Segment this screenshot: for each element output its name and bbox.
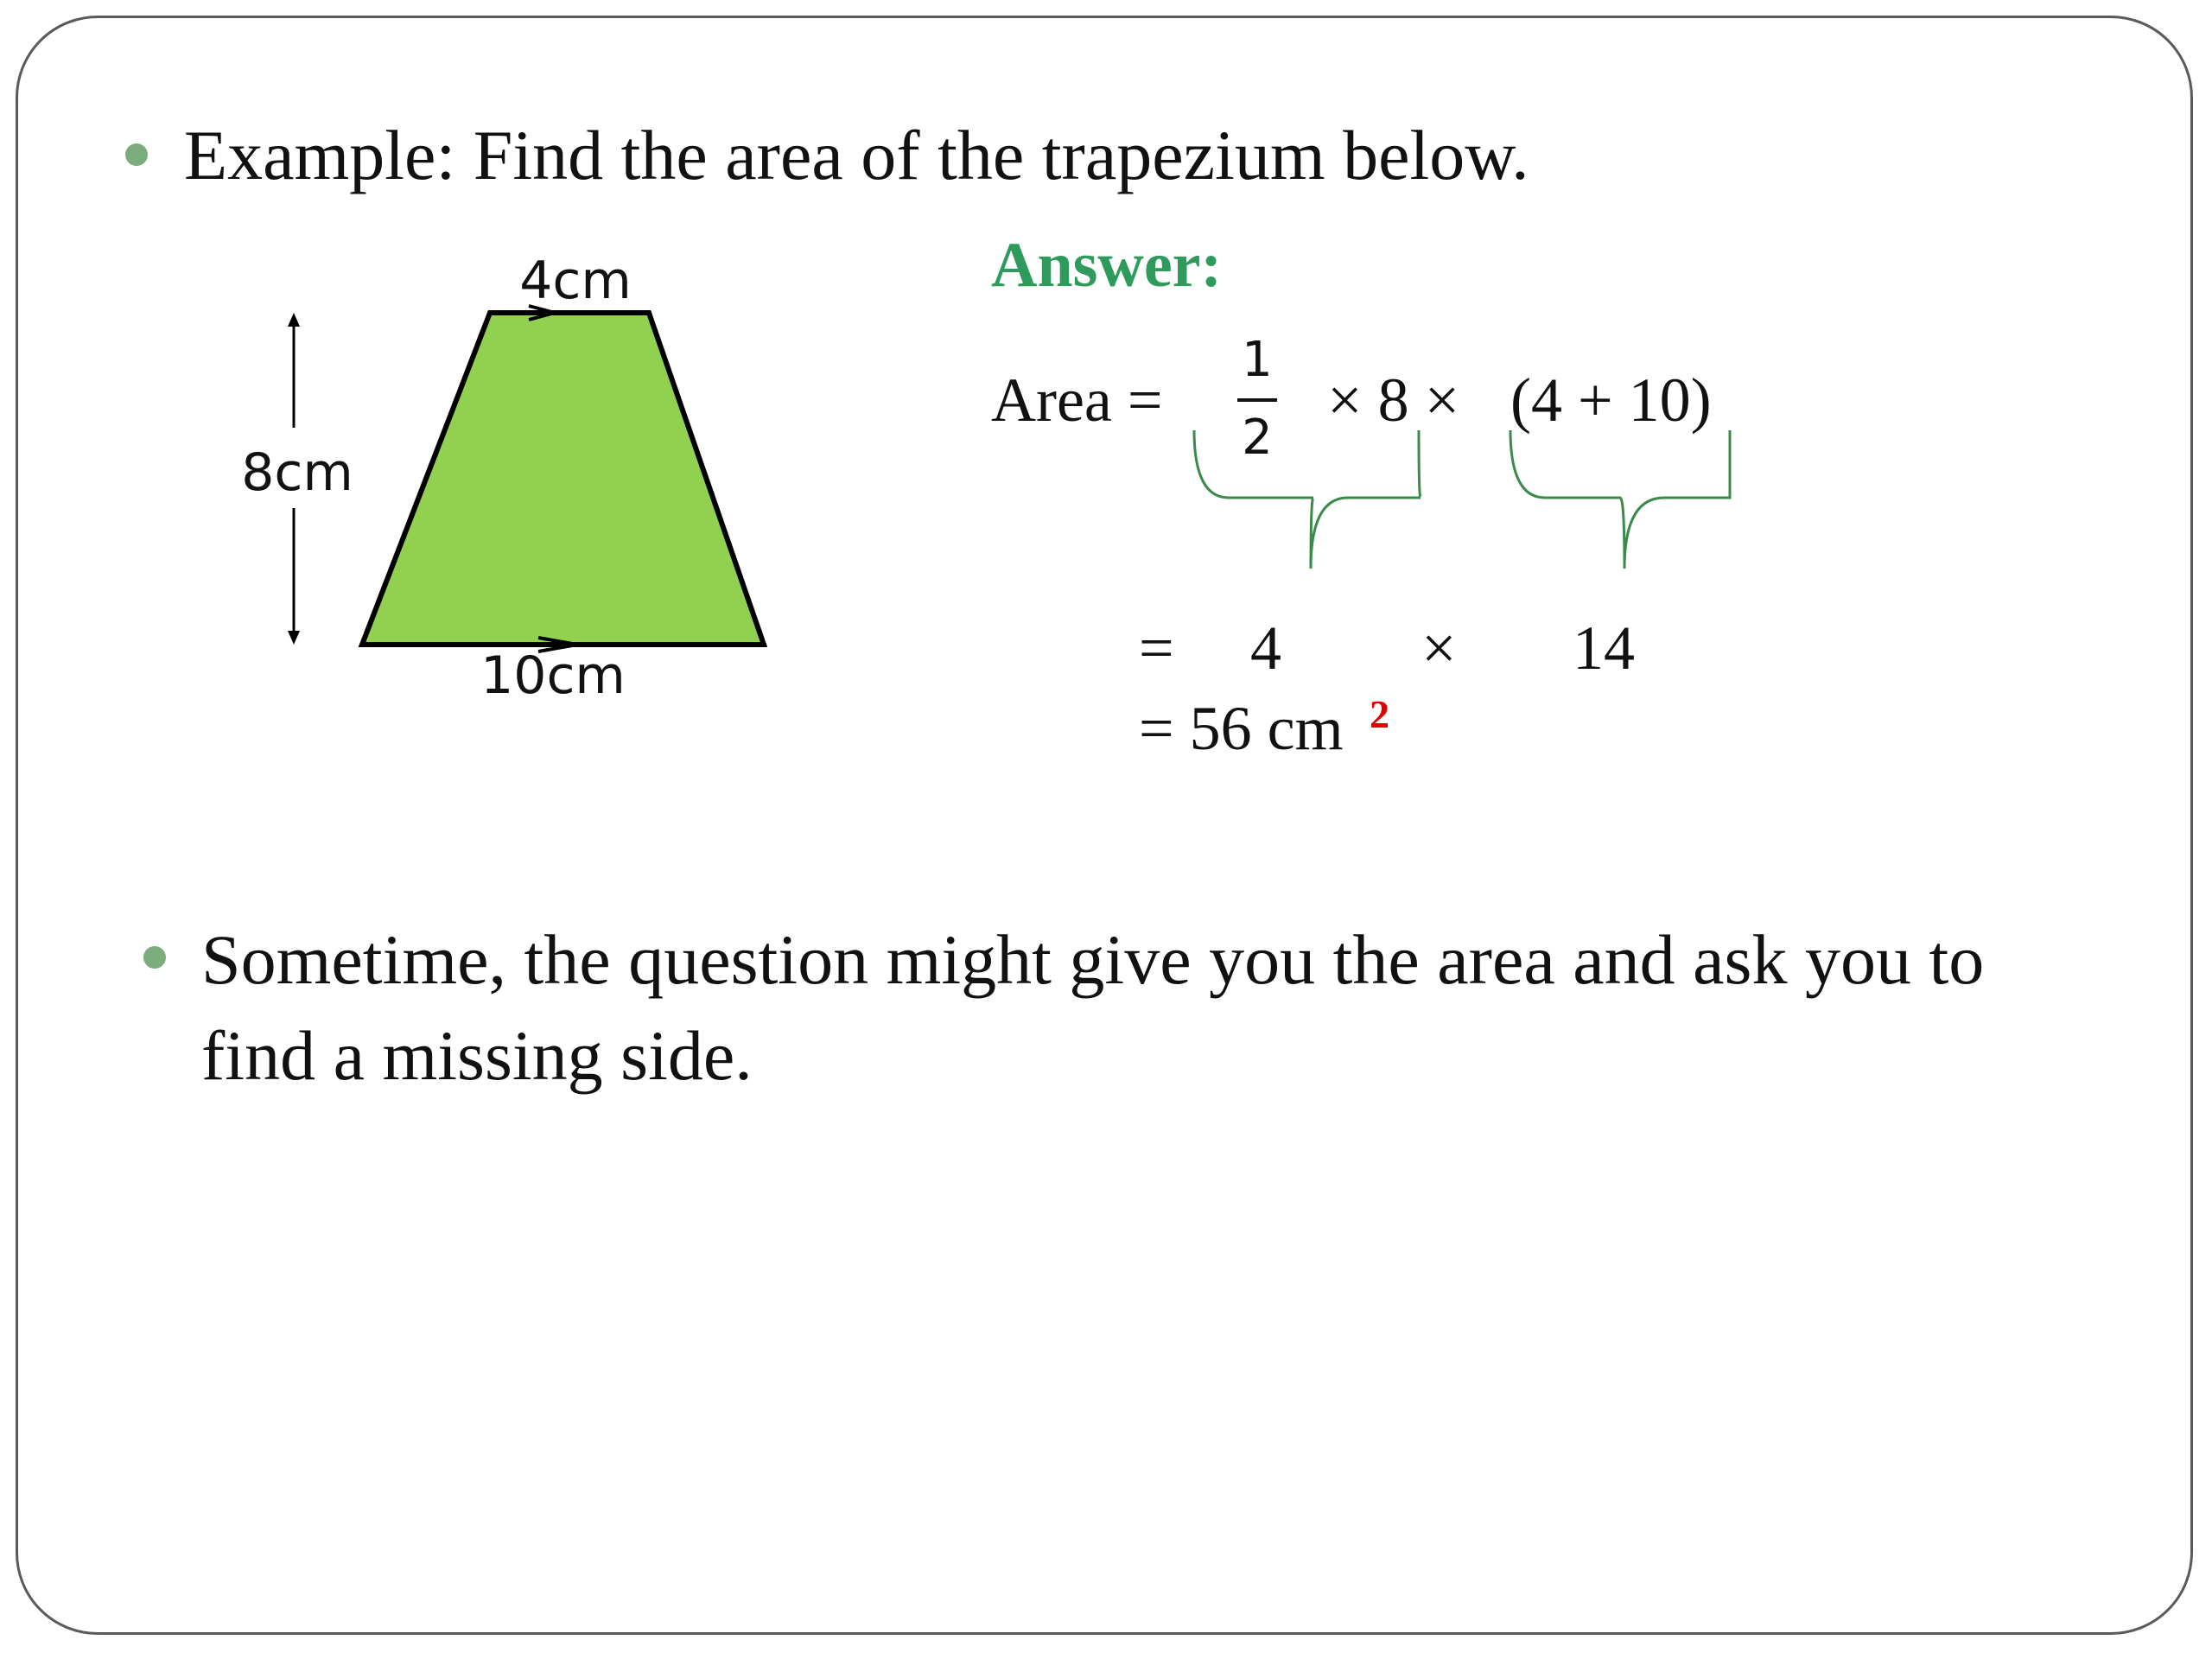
trapezium-diagram xyxy=(0,0,907,778)
fraction-bar xyxy=(1237,398,1277,402)
fraction-numerator: 1 xyxy=(1242,332,1273,388)
final-answer-superscript: 2 xyxy=(1370,692,1389,736)
note-line-1: Sometime, the question might give you the area and ask you to xyxy=(201,920,1985,999)
brace-right xyxy=(1510,430,1730,569)
height-arrowhead-top xyxy=(288,313,300,327)
area-prefix: Area = xyxy=(991,365,1163,435)
top-side-label: 4cm xyxy=(519,251,632,311)
fraction-denominator: 2 xyxy=(1242,410,1273,466)
bottom-side-label: 10cm xyxy=(480,645,626,706)
line2-equals: = xyxy=(1139,613,1174,683)
bullet-dot xyxy=(143,946,166,969)
line2-right-value: 14 xyxy=(1573,613,1635,683)
final-answer: = 56 cm xyxy=(1139,694,1344,763)
underbraces xyxy=(1184,423,1754,579)
line2-times: × xyxy=(1421,613,1457,683)
answer-label: Answer: xyxy=(991,230,1223,301)
brace-left xyxy=(1194,430,1421,569)
example-prompt: Example: Find the area of the trapezium below. xyxy=(184,116,1529,194)
height-arrowhead-bottom xyxy=(288,631,300,645)
times-eight: × 8 × xyxy=(1327,365,1460,435)
bracket-expression: (4 + 10) xyxy=(1510,365,1712,435)
line2-left-value: 4 xyxy=(1250,613,1281,683)
note-line-2: find a missing side. xyxy=(201,1016,753,1095)
trapezium-shape xyxy=(362,313,764,645)
height-label: 8cm xyxy=(241,442,353,503)
